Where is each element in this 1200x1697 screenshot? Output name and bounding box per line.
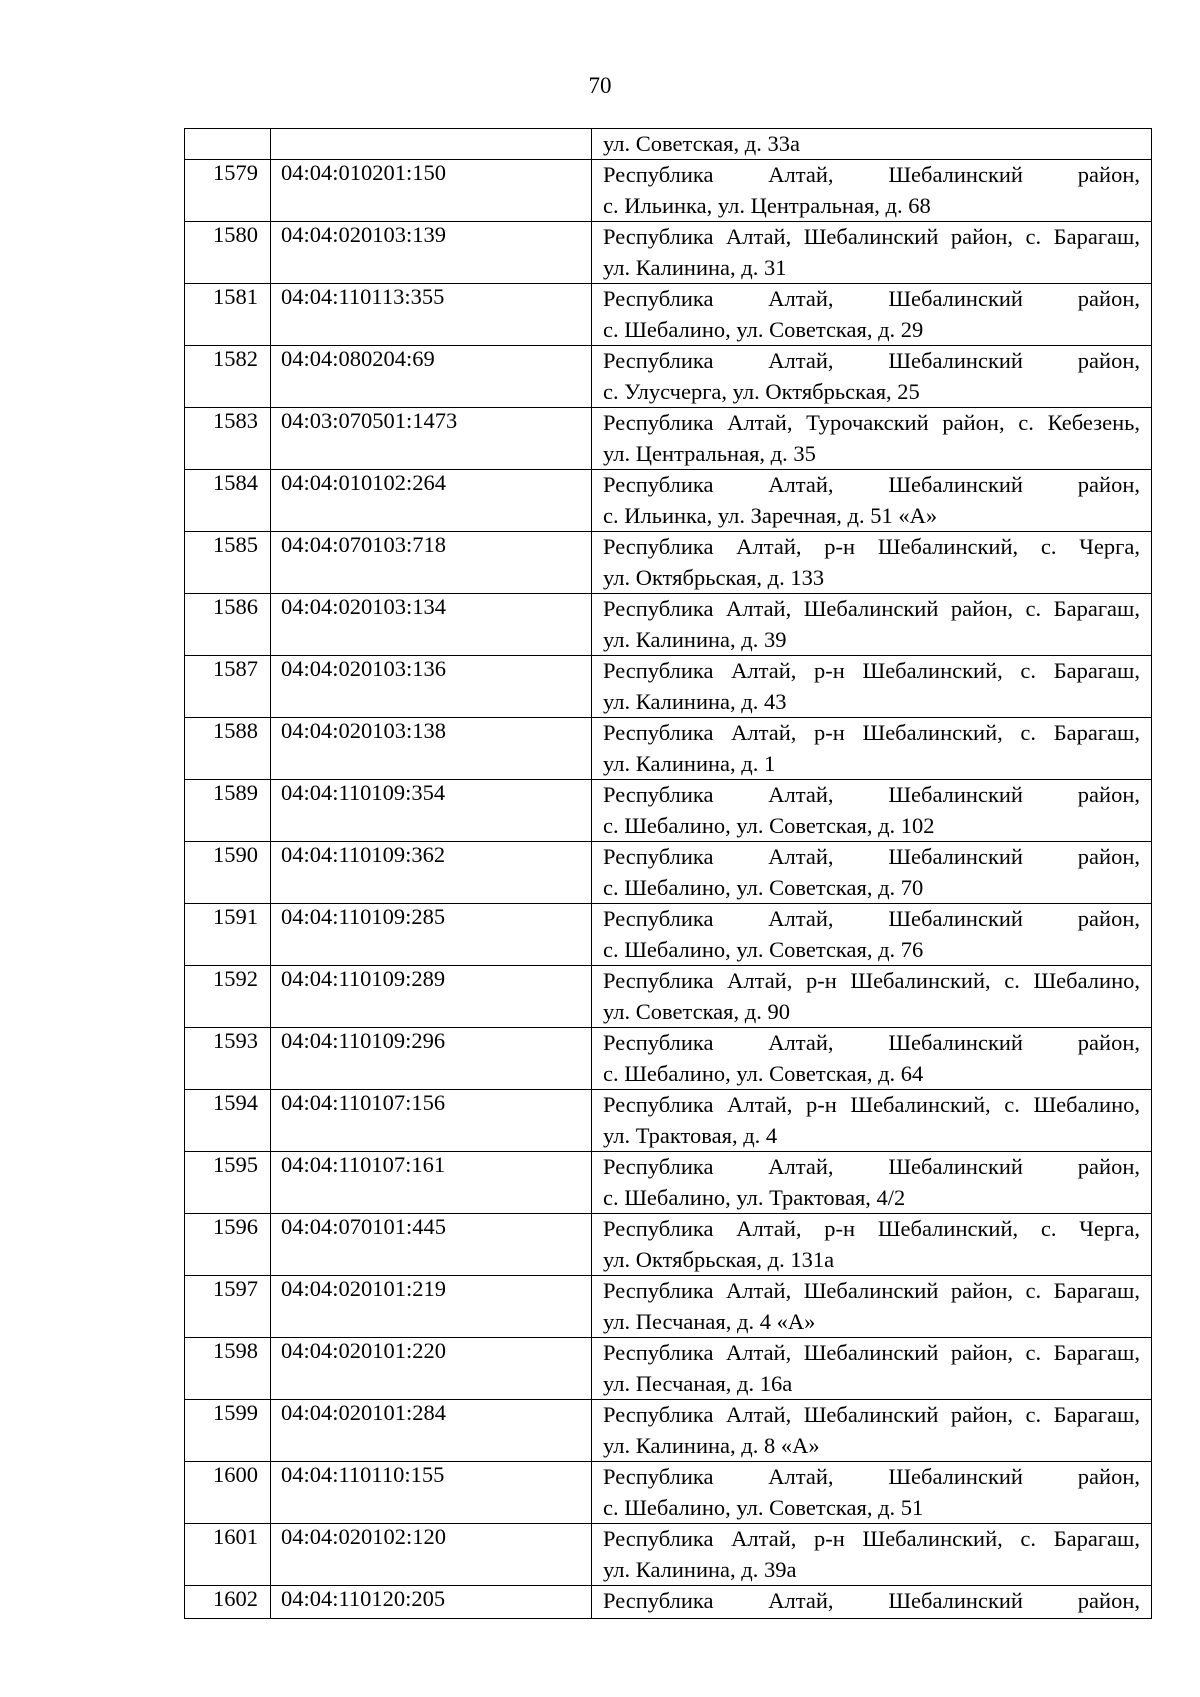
cadastral-number: 04:04:020101:220 (271, 1338, 592, 1400)
address (592, 1276, 1152, 1338)
address-line: Республика Алтай, Шебалинский район, (603, 162, 1140, 187)
address-line: Республика Алтай, р-н Шебалинский, с. Черга, (603, 1216, 1140, 1241)
row-number: 1583 (185, 408, 271, 470)
address-line: ул. Советская, д. 90 (603, 998, 790, 1024)
address-line: ул. Советская, д. 33а (603, 131, 800, 156)
cadastral-number: 04:04:110113:355 (271, 284, 592, 346)
address-line: Республика Алтай, Шебалинский район, (603, 1030, 1140, 1055)
address-line: Республика Алтай, Шебалинский район, (603, 348, 1140, 373)
address-line: с. Шебалино, ул. Советская, д. 51 (603, 1494, 924, 1520)
address (592, 594, 1152, 656)
table-row (185, 780, 1152, 842)
cadastral-number: 04:04:110107:156 (271, 1090, 592, 1152)
row-number: 1596 (185, 1214, 271, 1276)
address-line: с. Шебалино, ул. Советская, д. 29 (603, 316, 924, 342)
cadastral-number: 04:04:020101:219 (271, 1276, 592, 1338)
address-line: с. Ильинка, ул. Центральная, д. 68 (603, 192, 931, 218)
address-line: ул. Калинина, д. 1 (603, 750, 776, 776)
address-line: с. Шебалино, ул. Советская, д. 102 (603, 812, 935, 838)
row-number: 1592 (185, 966, 271, 1028)
cadastral-number: 04:04:070103:718 (271, 532, 592, 594)
row-number: 1593 (185, 1028, 271, 1090)
cadastral-number: 04:04:110109:354 (271, 780, 592, 842)
table-row (185, 1524, 1152, 1586)
address (592, 1214, 1152, 1276)
address-line: ул. Калинина, д. 39а (603, 1556, 797, 1582)
address-line: Республика Алтай, Шебалинский район, с. Барагаш, (603, 1402, 1140, 1427)
cadastral-number: 04:04:080204:69 (271, 346, 592, 408)
row-number: 1590 (185, 842, 271, 904)
cadastral-number: 04:04:110109:289 (271, 966, 592, 1028)
row-number: 1586 (185, 594, 271, 656)
table-row (185, 470, 1152, 532)
address-line: Республика Алтай, Шебалинский район, с. Барагаш, (603, 1340, 1140, 1365)
table-row (185, 594, 1152, 656)
address-line: ул. Октябрьская, д. 131а (603, 1246, 835, 1272)
address-line: ул. Песчаная, д. 4 «А» (603, 1308, 816, 1334)
address-line: Республика Алтай, Шебалинский район, (603, 906, 1140, 931)
table-row (185, 1400, 1152, 1462)
cadastral-number: 04:03:070501:1473 (271, 408, 592, 470)
address-line: Республика Алтай, р-н Шебалинский, с. Черга, (603, 534, 1140, 559)
address-line: ул. Песчаная, д. 16а (603, 1370, 793, 1396)
address-line: ул. Калинина, д. 31 (603, 254, 787, 280)
row-number: 1579 (185, 160, 271, 222)
table-row (185, 408, 1152, 470)
address (592, 966, 1152, 1028)
row-number: 1584 (185, 470, 271, 532)
cadastral-number: 04:04:020103:138 (271, 718, 592, 780)
row-number: 1597 (185, 1276, 271, 1338)
registry-body (185, 129, 1152, 1619)
address-line: Республика Алтай, Шебалинский район, (603, 1464, 1140, 1489)
table-row (185, 1462, 1152, 1524)
address-line: Республика Алтай, Шебалинский район, (603, 1154, 1140, 1179)
address (592, 1028, 1152, 1090)
address-line: Республика Алтай, Шебалинский район, с. Барагаш, (603, 224, 1140, 249)
address-line: Республика Алтай, Шебалинский район, (603, 286, 1140, 311)
address-line: Республика Алтай, Шебалинский район, с. Барагаш, (603, 1278, 1140, 1303)
cadastral-number: 04:04:110110:155 (271, 1462, 592, 1524)
address (592, 129, 1152, 160)
table-row (185, 160, 1152, 222)
row-number: 1589 (185, 780, 271, 842)
cadastral-number: 04:04:010102:264 (271, 470, 592, 532)
address (592, 346, 1152, 408)
table-row (185, 1214, 1152, 1276)
address-line: ул. Трактовая, д. 4 (603, 1122, 778, 1148)
table-row (185, 284, 1152, 346)
address-line: ул. Калинина, д. 43 (603, 688, 787, 714)
continuation-row (185, 129, 1152, 160)
address (592, 284, 1152, 346)
address-line: ул. Октябрьская, д. 133 (603, 564, 825, 590)
address (592, 222, 1152, 284)
address-line: Республика Алтай, р-н Шебалинский, с. Шебалино, (603, 1092, 1140, 1117)
table-row (185, 222, 1152, 284)
cadastral-number: 04:04:020101:284 (271, 1400, 592, 1462)
address (592, 1586, 1152, 1619)
table-row (185, 656, 1152, 718)
row-number (185, 129, 271, 160)
address-line: ул. Калинина, д. 8 «А» (603, 1432, 820, 1458)
address (592, 1462, 1152, 1524)
row-number: 1587 (185, 656, 271, 718)
table-row (185, 1028, 1152, 1090)
address-line: ул. Центральная, д. 35 (603, 440, 816, 466)
row-number: 1595 (185, 1152, 271, 1214)
cadastral-number: 04:04:110109:362 (271, 842, 592, 904)
address (592, 718, 1152, 780)
address-line: Республика Алтай, Шебалинский район, (603, 472, 1140, 497)
cadastral-number: 04:04:110109:296 (271, 1028, 592, 1090)
cadastral-number: 04:04:110109:285 (271, 904, 592, 966)
row-number: 1582 (185, 346, 271, 408)
row-number: 1580 (185, 222, 271, 284)
table-row (185, 904, 1152, 966)
address (592, 1338, 1152, 1400)
table-row (185, 842, 1152, 904)
address (592, 904, 1152, 966)
address-line: с. Ильинка, ул. Заречная, д. 51 «А» (603, 502, 938, 528)
address-line: Республика Алтай, р-н Шебалинский, с. Барагаш, (603, 720, 1140, 745)
address-line: ул. Калинина, д. 39 (603, 626, 787, 652)
table-row (185, 346, 1152, 408)
row-number: 1599 (185, 1400, 271, 1462)
table-row (185, 1586, 1152, 1619)
cadastral-number: 04:04:110107:161 (271, 1152, 592, 1214)
address (592, 1152, 1152, 1214)
address (592, 780, 1152, 842)
address-line: с. Улусчерга, ул. Октябрьская, 25 (603, 378, 920, 404)
address-line: Республика Алтай, р-н Шебалинский, с. Барагаш, (603, 658, 1140, 683)
table-row (185, 1090, 1152, 1152)
address (592, 532, 1152, 594)
address-line: с. Шебалино, ул. Советская, д. 70 (603, 874, 924, 900)
table-row (185, 1152, 1152, 1214)
cadastral-number: 04:04:070101:445 (271, 1214, 592, 1276)
address (592, 656, 1152, 718)
address (592, 1524, 1152, 1586)
address-line: с. Шебалино, ул. Трактовая, 4/2 (603, 1184, 906, 1210)
address (592, 470, 1152, 532)
address-line: Республика Алтай, Шебалинский район, (603, 1588, 1140, 1613)
table-row (185, 1338, 1152, 1400)
table-row (185, 532, 1152, 594)
address (592, 160, 1152, 222)
address (592, 1090, 1152, 1152)
address-line: Республика Алтай, р-н Шебалинский, с. Шебалино, (603, 968, 1140, 993)
address-line: Республика Алтай, Шебалинский район, с. Барагаш, (603, 596, 1140, 621)
row-number: 1591 (185, 904, 271, 966)
row-number: 1598 (185, 1338, 271, 1400)
table-row (185, 1276, 1152, 1338)
cadastral-number: 04:04:020103:136 (271, 656, 592, 718)
address-line: Республика Алтай, Шебалинский район, (603, 844, 1140, 869)
address-line: Республика Алтай, р-н Шебалинский, с. Барагаш, (603, 1526, 1140, 1551)
address-line: Республика Алтай, Шебалинский район, (603, 782, 1140, 807)
address (592, 842, 1152, 904)
table-row (185, 966, 1152, 1028)
address (592, 1400, 1152, 1462)
address-line: с. Шебалино, ул. Советская, д. 76 (603, 936, 924, 962)
cadastral-number: 04:04:020102:120 (271, 1524, 592, 1586)
cadastral-number: 04:04:020103:139 (271, 222, 592, 284)
cadastral-number: 04:04:010201:150 (271, 160, 592, 222)
cadastral-number (271, 129, 592, 160)
row-number: 1588 (185, 718, 271, 780)
property-registry-table (184, 128, 1152, 1619)
row-number: 1594 (185, 1090, 271, 1152)
row-number: 1602 (185, 1586, 271, 1619)
page-number: 70 (588, 73, 612, 98)
cadastral-number: 04:04:020103:134 (271, 594, 592, 656)
address (592, 408, 1152, 470)
address-line: Республика Алтай, Турочакский район, с. Кебезень, (603, 410, 1140, 435)
cadastral-number: 04:04:110120:205 (271, 1586, 592, 1619)
row-number: 1600 (185, 1462, 271, 1524)
row-number: 1585 (185, 532, 271, 594)
row-number: 1601 (185, 1524, 271, 1586)
row-number: 1581 (185, 284, 271, 346)
address-line: с. Шебалино, ул. Советская, д. 64 (603, 1060, 924, 1086)
table-row (185, 718, 1152, 780)
